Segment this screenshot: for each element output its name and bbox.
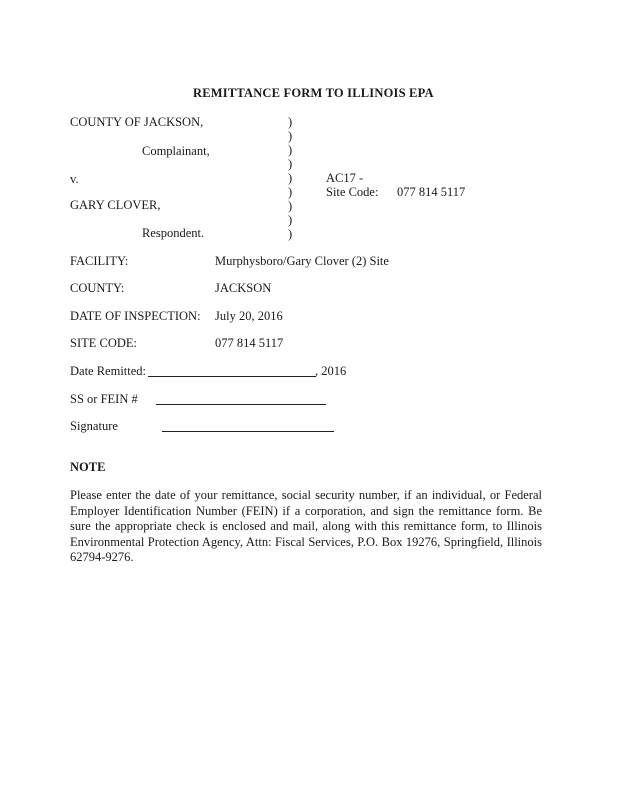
caption-paren: ) <box>288 143 293 157</box>
caption-site-code-label: Site Code: <box>326 185 379 199</box>
note-heading: NOTE <box>70 460 106 474</box>
ssfein-field[interactable] <box>156 404 326 405</box>
caption-paren: ) <box>288 129 293 143</box>
form-title: REMITTANCE FORM TO ILLINOIS EPA <box>193 86 434 100</box>
defendant-name: GARY CLOVER, <box>70 198 161 212</box>
inspection-date-value: July 20, 2016 <box>215 309 283 323</box>
date-remitted-field[interactable] <box>148 376 316 377</box>
defendant-role: Respondent. <box>142 226 205 240</box>
caption-paren: ) <box>288 157 293 171</box>
date-remitted-label: Date Remitted: <box>70 364 147 378</box>
caption-paren: ) <box>288 227 293 241</box>
caption-paren: ) <box>288 115 293 129</box>
ssfein-label: SS or FEIN # <box>70 392 138 406</box>
site-code-label: SITE CODE: <box>70 336 138 350</box>
caption-paren: ) <box>288 213 293 227</box>
site-code-value: 077 814 5117 <box>215 336 284 350</box>
date-remitted-year: , 2016 <box>315 364 347 378</box>
facility-value: Murphysboro/Gary Clover (2) Site <box>215 254 389 268</box>
inspection-date-label: DATE OF INSPECTION: <box>70 309 201 323</box>
caption-site-code-value: 077 814 5117 <box>397 185 466 199</box>
signature-field[interactable] <box>162 431 334 432</box>
county-label: COUNTY: <box>70 281 125 295</box>
plaintiff-name: COUNTY OF JACKSON, <box>70 115 204 129</box>
signature-label: Signature <box>70 419 118 433</box>
plaintiff-role: Complainant, <box>142 144 210 158</box>
county-value: JACKSON <box>215 281 272 295</box>
note-body: Please enter the date of your remittance, social security number, if an individual, or Federal Employer Identification Number (FEIN) if a corporation, and sign the remittance form. Be sure the appropriate check is enclosed and mail, along with this remittance form, to Illinois Environmental Protection Agency, Attn: Fiscal Services, P.O. Box 19276, Springfield, Illinois 62794-9276. <box>70 488 542 564</box>
case-number: AC17 - <box>326 171 364 185</box>
versus-label: v. <box>70 172 79 186</box>
facility-label: FACILITY: <box>70 254 129 268</box>
caption-paren: ) <box>288 199 293 213</box>
caption-paren: ) <box>288 171 293 185</box>
caption-paren: ) <box>288 185 293 199</box>
